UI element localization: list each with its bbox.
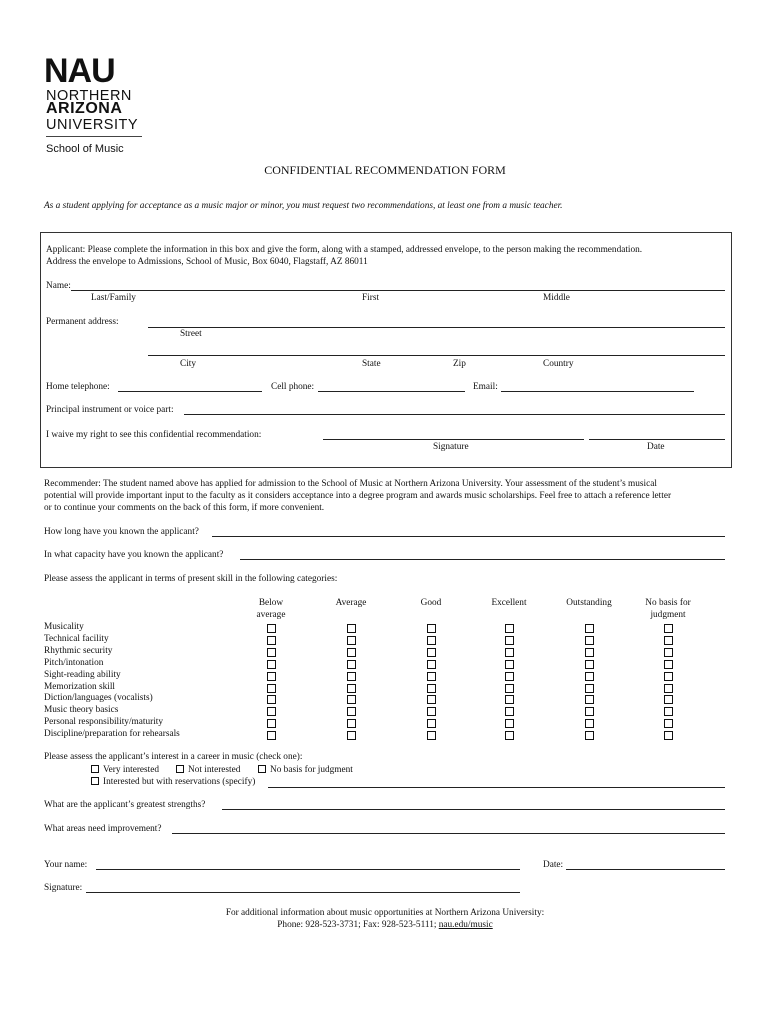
rating-checkbox[interactable] xyxy=(267,660,276,669)
date-field[interactable] xyxy=(566,869,725,870)
date-label: Date: xyxy=(543,860,564,870)
address-label: Permanent address: xyxy=(46,317,119,327)
rating-checkbox[interactable] xyxy=(267,672,276,681)
nau-logo: NAU xyxy=(44,52,115,90)
email-label: Email: xyxy=(473,382,498,392)
capacity-label: In what capacity have you known the applicant? xyxy=(44,550,224,560)
rating-checkbox[interactable] xyxy=(664,636,673,645)
rating-checkbox[interactable] xyxy=(427,684,436,693)
rating-column-header: Good xyxy=(420,598,442,608)
your-name-label: Your name: xyxy=(44,860,88,870)
career-option-not-label: Not interested xyxy=(188,765,241,775)
rating-checkbox[interactable] xyxy=(267,636,276,645)
footer-line-1: For additional information about music opportunities at Northern Arizona University: xyxy=(225,908,545,918)
career-option-very[interactable] xyxy=(91,765,159,775)
waiver-label: I waive my right to see this confidential recommendation: xyxy=(46,430,262,440)
logo-arizona: ARIZONA xyxy=(46,100,123,117)
home-phone-label: Home telephone: xyxy=(46,382,110,392)
applicant-instructions-1: Applicant: Please complete the information in this box and give the form, along with a stamped, addressed envelope, to the person making the recommendation. xyxy=(46,245,643,255)
waiver-date-field[interactable] xyxy=(589,439,725,440)
rating-checkbox[interactable] xyxy=(585,684,594,693)
rating-checkbox[interactable] xyxy=(347,719,356,728)
email-field[interactable] xyxy=(501,391,694,392)
home-phone-field[interactable] xyxy=(118,391,262,392)
zip-caption: Zip xyxy=(453,359,466,369)
rating-checkbox[interactable] xyxy=(664,672,673,681)
rating-checkbox[interactable] xyxy=(347,648,356,657)
improvement-label: What areas need improvement? xyxy=(44,824,162,834)
rating-checkbox[interactable] xyxy=(347,684,356,693)
rating-checkbox[interactable] xyxy=(664,707,673,716)
rating-checkbox[interactable] xyxy=(505,660,514,669)
rating-checkbox[interactable] xyxy=(664,731,673,740)
improvement-field[interactable] xyxy=(172,833,725,834)
rating-checkbox[interactable] xyxy=(664,624,673,633)
rating-checkbox[interactable] xyxy=(347,660,356,669)
rating-checkbox[interactable] xyxy=(267,648,276,657)
rating-checkbox[interactable] xyxy=(585,719,594,728)
your-name-field[interactable] xyxy=(96,869,520,870)
city-caption: City xyxy=(180,359,197,369)
how-long-field[interactable] xyxy=(212,536,725,537)
rating-checkbox[interactable] xyxy=(505,719,514,728)
recommender-para-2: potential will provide important input to the faculty as it considers acceptance into a degree program and awards music scholarships. Feel free to attach a reference letter xyxy=(44,491,672,501)
checkbox-icon[interactable] xyxy=(176,765,184,773)
checkbox-icon[interactable] xyxy=(91,765,99,773)
logo-divider xyxy=(46,136,142,137)
signature-field[interactable] xyxy=(86,892,520,893)
rating-checkbox[interactable] xyxy=(347,624,356,633)
rating-checkbox[interactable] xyxy=(427,648,436,657)
category-label: Pitch/intonation xyxy=(44,657,104,668)
career-question: Please assess the applicant’s interest in a career in music (check one): xyxy=(44,752,303,762)
rating-checkbox[interactable] xyxy=(427,719,436,728)
signature-caption: Signature xyxy=(433,442,469,452)
rating-checkbox[interactable] xyxy=(505,684,514,693)
city-state-zip-field[interactable] xyxy=(148,355,725,356)
footer-line-2 xyxy=(0,920,770,930)
street-field[interactable] xyxy=(148,327,725,328)
instrument-field[interactable] xyxy=(184,414,725,415)
date-caption: Date xyxy=(647,442,665,452)
cell-phone-field[interactable] xyxy=(318,391,465,392)
category-label: Diction/languages (vocalists) xyxy=(44,693,153,704)
recommender-para-1: Recommender: The student named above has applied for admission to the School of Music at Northern Arizona University. Your assessment of the student’s musical xyxy=(44,479,657,489)
reservations-field[interactable] xyxy=(268,787,725,788)
school-of-music: School of Music xyxy=(46,143,124,155)
rating-column-header: Average xyxy=(335,598,367,608)
rating-checkbox[interactable] xyxy=(585,624,594,633)
cell-phone-label: Cell phone: xyxy=(271,382,315,392)
rating-checkbox[interactable] xyxy=(664,695,673,704)
career-option-very-label: Very interested xyxy=(103,765,160,775)
rating-checkbox[interactable] xyxy=(505,672,514,681)
rating-checkbox[interactable] xyxy=(427,695,436,704)
career-option-no-basis-label: No basis for judgment xyxy=(270,765,353,775)
rating-column-header: judgment xyxy=(650,610,686,620)
street-caption: Street xyxy=(180,329,202,339)
applicant-instructions-2: Address the envelope to Admissions, School of Music, Box 6040, Flagstaff, AZ 86011 xyxy=(46,257,368,267)
rating-checkbox[interactable] xyxy=(505,731,514,740)
rating-checkbox[interactable] xyxy=(427,636,436,645)
rating-checkbox[interactable] xyxy=(585,636,594,645)
rating-column-header: Excellent xyxy=(491,598,527,608)
category-label: Technical facility xyxy=(44,633,109,644)
rating-checkbox[interactable] xyxy=(267,624,276,633)
rating-checkbox[interactable] xyxy=(267,695,276,704)
rating-checkbox[interactable] xyxy=(505,695,514,704)
rating-checkbox[interactable] xyxy=(585,731,594,740)
instrument-label: Principal instrument or voice part: xyxy=(46,405,174,415)
career-option-not[interactable] xyxy=(176,765,240,775)
rating-checkbox[interactable] xyxy=(347,672,356,681)
rating-checkbox[interactable] xyxy=(347,636,356,645)
rating-checkbox[interactable] xyxy=(505,648,514,657)
country-caption: Country xyxy=(543,359,574,369)
middle-caption: Middle xyxy=(543,293,570,303)
rating-checkbox[interactable] xyxy=(585,648,594,657)
rating-checkbox[interactable] xyxy=(347,731,356,740)
rating-checkbox[interactable] xyxy=(505,636,514,645)
category-label: Musicality xyxy=(44,622,84,632)
checkbox-icon[interactable] xyxy=(258,765,266,773)
rating-checkbox[interactable] xyxy=(664,648,673,657)
rating-checkbox[interactable] xyxy=(585,660,594,669)
rating-checkbox[interactable] xyxy=(267,719,276,728)
state-caption: State xyxy=(362,359,381,369)
rating-checkbox[interactable] xyxy=(427,672,436,681)
category-label: Sight-reading ability xyxy=(44,669,121,680)
rating-checkbox[interactable] xyxy=(505,707,514,716)
rating-checkbox[interactable] xyxy=(347,707,356,716)
category-label: Personal responsibility/maturity xyxy=(44,717,164,728)
rating-column-header: average xyxy=(256,610,286,620)
rating-checkbox[interactable] xyxy=(347,695,356,704)
last-family-caption: Last/Family xyxy=(91,293,136,303)
rating-checkbox[interactable] xyxy=(664,719,673,728)
assess-intro: Please assess the applicant in terms of present skill in the following categories: xyxy=(44,574,338,584)
logo-university: UNIVERSITY xyxy=(46,117,139,133)
rating-checkbox[interactable] xyxy=(267,684,276,693)
rating-checkbox[interactable] xyxy=(585,707,594,716)
category-label: Discipline/preparation for rehearsals xyxy=(44,729,180,740)
rating-checkbox[interactable] xyxy=(267,731,276,740)
rating-checkbox[interactable] xyxy=(427,660,436,669)
rating-checkbox[interactable] xyxy=(585,695,594,704)
page-title: CONFIDENTIAL RECOMMENDATION FORM xyxy=(264,163,506,177)
capacity-field[interactable] xyxy=(240,559,725,560)
footer-link[interactable]: nau.edu/music xyxy=(438,920,493,930)
signature-label: Signature: xyxy=(44,883,83,893)
logo-northern: NORTHERN xyxy=(46,88,132,104)
recommender-para-3: or to continue your comments on the back of this form, if more convenient. xyxy=(44,503,325,513)
rating-checkbox[interactable] xyxy=(664,660,673,669)
checkbox-icon[interactable] xyxy=(91,777,99,785)
rating-checkbox[interactable] xyxy=(585,672,594,681)
career-option-no-basis[interactable] xyxy=(258,765,353,775)
strengths-label: What are the applicant’s greatest strengths? xyxy=(44,800,206,810)
category-label: Memorization skill xyxy=(44,681,116,692)
footer-contact: Phone: 928-523-3731; Fax: 928-523-5111; xyxy=(277,920,439,930)
rating-checkbox[interactable] xyxy=(427,731,436,740)
career-option-reservations[interactable] xyxy=(91,777,255,787)
career-option-reservations-label: Interested but with reservations (specify) xyxy=(103,777,256,787)
rating-column-header: No basis for xyxy=(645,598,691,608)
how-long-label: How long have you known the applicant? xyxy=(44,527,199,537)
rating-checkbox[interactable] xyxy=(267,707,276,716)
rating-checkbox[interactable] xyxy=(427,707,436,716)
name-label: Name: xyxy=(46,281,71,291)
rating-column-header: Outstanding xyxy=(566,598,612,608)
strengths-field[interactable] xyxy=(222,809,725,810)
intro-text: As a student applying for acceptance as a music major or minor, you must request two recommendations, at least one from a music teacher. xyxy=(44,201,563,211)
rating-checkbox[interactable] xyxy=(664,684,673,693)
category-label: Rhythmic security xyxy=(44,645,113,656)
rating-checkbox[interactable] xyxy=(505,624,514,633)
waiver-signature-field[interactable] xyxy=(323,439,584,440)
rating-column-header: Below xyxy=(258,598,284,608)
first-caption: First xyxy=(362,293,380,303)
name-field[interactable] xyxy=(71,290,725,291)
rating-checkbox[interactable] xyxy=(427,624,436,633)
category-label: Music theory basics xyxy=(44,705,119,716)
